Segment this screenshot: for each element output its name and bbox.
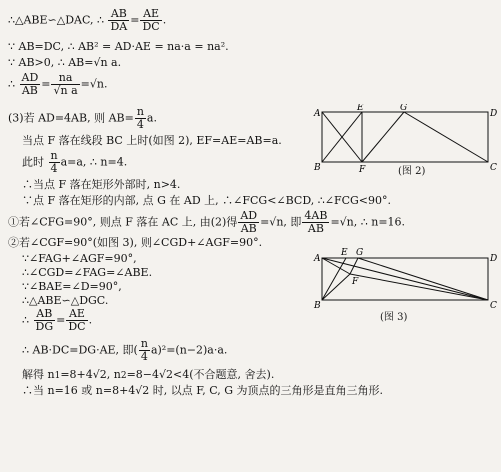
solution-line-5: (3)若 AD=4AB, 则 AB= $\frac{n}{4}$ a.: [8, 105, 157, 131]
solution-line-13: ∴∠CGD=∠FAG=∠ABE.: [22, 266, 153, 279]
solution-line-1: ∴△ABE∽△DAC, ∴ $\frac{AB}{DA}$ = $\frac{AE}{DC}$ .: [8, 7, 167, 33]
fig3-label-E: E: [341, 248, 348, 258]
solution-line-6: 当点 F 落在线段 BC 上时(如图 2), EF=AE=AB=a.: [22, 134, 282, 147]
solution-line-11: ②若∠CGF=90°(如图 3), 则∠CGD+∠AGF=90°.: [8, 236, 263, 249]
fig3-label-B: B: [314, 301, 321, 311]
solution-line-12: ∵∠FAG+∠AGF=90°,: [22, 252, 137, 265]
solution-line-17: ∴ AB·DC=DG·AE, 即( $\frac{n}{4}$ a)²=(n−2)a·a.: [22, 337, 228, 363]
solution-line-16: ∴ $\frac{AB}{DG}$ = $\frac{AE}{DC}$ .: [22, 307, 93, 333]
fig2-label-C: C: [490, 163, 497, 173]
solution-line-14: ∵∠BAE=∠D=90°,: [22, 280, 122, 293]
fig3-label-F: F: [352, 277, 359, 287]
fig3-label-C: C: [490, 301, 497, 311]
fig3-label-G: G: [356, 248, 364, 258]
fig3-label-D: D: [490, 254, 498, 264]
solution-line-3: ∵ AB>0, ∴ AB=√n a.: [8, 56, 122, 69]
solution-line-8: ∴当点 F 落在矩形外部时, n>4.: [22, 178, 181, 191]
fig2-label-A: A: [314, 109, 321, 119]
figure-2-caption: (图 2): [398, 166, 426, 177]
fig2-label-D: D: [490, 109, 498, 119]
fig2-label-F: F: [359, 165, 366, 175]
fig3-label-A: A: [314, 254, 321, 264]
solution-line-19: ∴当 n=16 或 n=8+4√2 时, 以点 F, C, G 为顶点的三角形是直角三角形.: [22, 384, 384, 397]
solution-line-7: 此时 $\frac{n}{4}$ a=a, ∴ n=4.: [22, 149, 128, 175]
solution-line-9: ∵点 F 落在矩形的内部, 点 G 在 AD 上, ∴∠FCG<∠BCD, ∴∠FCG<90°.: [22, 194, 392, 207]
fig2-label-E: E: [357, 104, 364, 113]
solution-line-10: ①若∠CFG=90°, 则点 F 落在 AC 上, 由(2)得 $\frac{AD}{AB}$ =√n, 即 $\frac{4AB}{AB}$ =√n, ∴ n=16.: [8, 209, 406, 235]
solution-line-18: 解得 n1=8+4√2, n2=8−4√2<4(不合题意, 舍去).: [22, 368, 275, 381]
solution-line-15: ∴△ABE∽△DGC.: [22, 294, 109, 307]
solution-line-4: ∴ $\frac{AD}{AB}$ = $\frac{na}{\text{√n a}}$ =√n.: [8, 71, 108, 97]
solution-line-2: ∵ AB=DC, ∴ AB² = AD·AE = na·a = na².: [8, 40, 229, 53]
figure-3-caption: (图 3): [380, 312, 408, 323]
fig2-label-G: G: [400, 104, 408, 113]
fig2-label-B: B: [314, 163, 321, 173]
